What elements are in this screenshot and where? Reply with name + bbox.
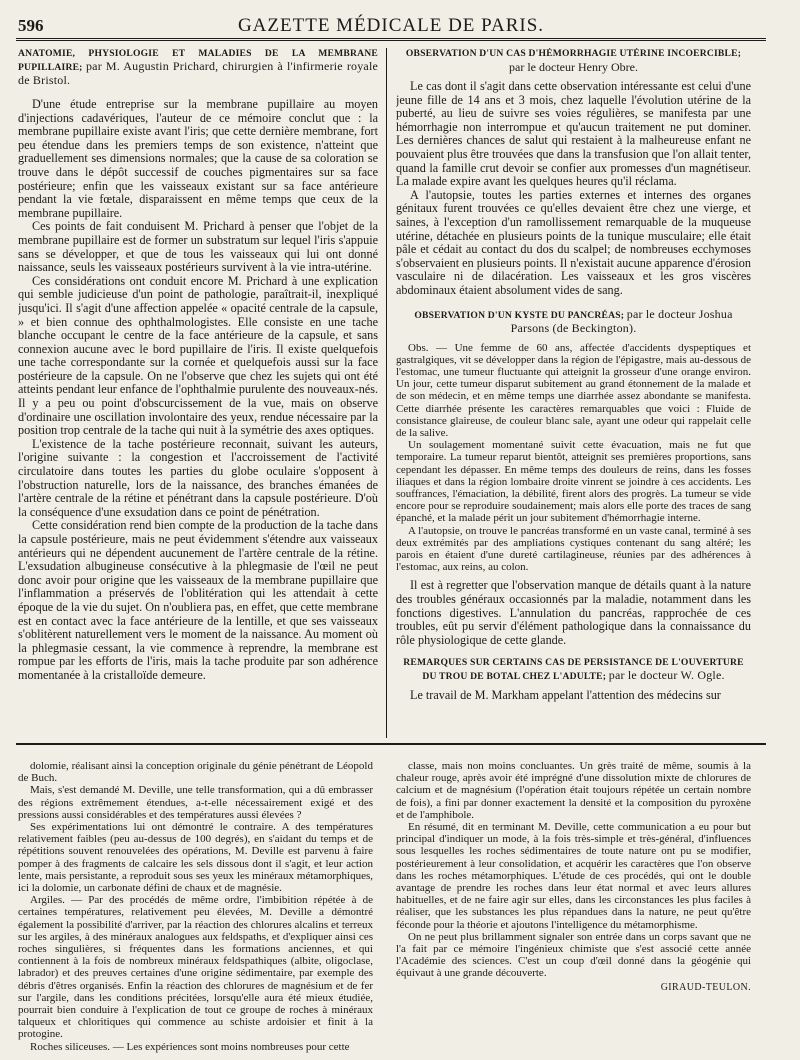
journal-title: GAZETTE MÉDICALE DE PARIS. bbox=[237, 15, 545, 36]
article-byline-obre: par le docteur Henry Obre. bbox=[509, 60, 638, 74]
article-heading-parsons-title: OBSERVATION D'UN KYSTE DU PANCRÉAS; bbox=[414, 309, 625, 321]
article-heading-author: par M. Augustin Prichard, chirurgien à l'infirmerie royale de Bristol. bbox=[18, 59, 378, 87]
article-heading-ogle-author: par le docteur W. Ogle. bbox=[608, 668, 725, 683]
article-pupillary-membrane bbox=[18, 48, 378, 738]
article-heading-ogle-title: REMARQUES SUR CERTAINS CAS DE PERSISTANCE DE L'OUVERTURE DU TROU DE BOTAL CHEZ L'ADULTE; bbox=[403, 657, 744, 683]
paragraph: En résumé, dit en terminant M. Deville, cette communication a eu pour but principal d'indiquer un mode, à la fois très-simple et très-général, d'influences sous lesquelles les roches sédimentaires de toute nature ont pu se modifier, postérieurement à leur consolidation, et acquérir les caractères que l'on observe dans les roches métamorphiques. L'étude de ces procédés, qui ont le double avantage de prendre les roches dans leur état normal et avec leurs allures habituelles, et de ne faire agir sur elles, dans les circonstances les plus faciles à réaliser, que les substances les plus répandues dans la nature, ne peut qu'être féconde pour la théorie et ajoutons l'intelligence du métamorphisme. bbox=[396, 821, 751, 931]
article-heading bbox=[18, 48, 378, 88]
masthead bbox=[16, 14, 766, 41]
paragraph: Ses expérimentations lui ont démontré le contraire. A des températures relativement faibles (peu au-dessus de 100 degrés), en s'aidant du temps et de répétitions souvent renouvelées des opérations, M. Deville est parvenu à faire pomper à des fragments de calcaire les sels dissous dont il s'agit, et leur action lente, mais persistante, a reproduit sous ses yeux les minéraux métamorphiques, ici la dolomie, un carbonate défini de chaux et de magnésie. bbox=[18, 821, 373, 895]
right-column bbox=[396, 48, 751, 738]
lower-right-column bbox=[396, 760, 751, 1056]
paragraph: A l'autopsie, on trouve le pancréas transformé en un vaste canal, terminé à ses deux extrémités par des ampliations cystiques contenant du sang altéré; les parois en étaient d'une dureté cartilagineuse, réunies par des adhérences à l'estomac, aux reins, au colon. bbox=[396, 524, 751, 574]
paragraph: Le cas dont il s'agit dans cette observation intéressante est celui d'une jeune fille de 14 ans et 3 mois, chez laquelle l'évolution utérine de la puberté, au lieu de suivre ses voies régulières, se manifesta par une hémorrhagie non interrompue et qu'aucun traitement ne put dominer. Les dernières chances de salut qui restaient à la malheureuse enfant ne pouvaient plus être trouvées que dans la transfusion que l'on allait tenter, quand la famille crut devoir se confier aux promesses d'un magnétiseur. La malade expire avant les quelques heures qu'il réclama. bbox=[396, 79, 751, 189]
article-heading-ogle bbox=[396, 657, 751, 683]
article-heading-obre: OBSERVATION D'UN CAS D'HÉMORRHAGIE UTÉRINE INCOERCIBLE; bbox=[405, 48, 742, 59]
paragraph: A l'autopsie, toutes les parties externes et internes des organes génitaux furent trouvées ce qu'elles devaient être chez une vierge, et saines, à l'exception d'un ramollissement remarquable de la muqueuse utérine, détachée en plusieurs points de la tunique musculaire; elle était pâle et cédait au contact du dos du scalpel; de nombreuses ecchymoses s'observaient en plusieurs points. Il n'existait aucune apparence d'érosion vasculaire ni de dilacération. Les vaisseaux et les gros viscères abdominaux étaient absolument vides de sang. bbox=[396, 187, 751, 297]
paragraph: Ces considérations ont conduit encore M. Prichard à une explication qui semble judicieuse d'un point de pathologie, paraîtrait-il, inexpliqué jusqu'ici. Il s'agit d'une affection appelée « opacité centrale de la capsule, » et bien connue des ophthalmologistes. Elle consiste en une tache blanche occupant le centre de la face antérieure de la capsule, et sans connexion aucune avec le bord pupillaire de l'iris. Il existe quelquefois une tache correspondante sur la cornée et quelquefois aussi sur la face postérieure de la capsule. On ne l'observe que chez les sujets qui ont été atteints pendant leur enfance de l'ophthalmie purulente des nouveaux-nés. Il y a peu ou point d'obscurcissement de la vue, mais on observe d'ordinaire une oscillation involontaire des yeux, rendue nécessaire par la position trop centrale de la tache qui nuit à la symétrie des axes optiques. bbox=[18, 273, 378, 438]
paragraph: On ne peut plus brillamment signaler son entrée dans un corps savant que ne l'a fait par ce mémoire l'ingénieux chimiste que s'est associé cette année l'Académie des sciences. C'est un coup d'œil donné dans la géogénie qui équivaut à une grande découverte. bbox=[396, 930, 751, 980]
signature: GIRAUD-TEULON. bbox=[660, 981, 751, 993]
paragraph: Un soulagement momentané suivit cette évacuation, mais ne fut que temporaire. La tumeur reparut bientôt, atteignit ses premières proportions, sans cependant les dépasser. En même temps des douleurs de reins, dans les fosses iliaques et dans la région lombaire droite vinrent se joindre à ces accidents. Les souffrances, l'émaciation, la débilité, firent alors des progrès. La tumeur se vide encore pour se reproduire soudainement; mais alors elle porte des traces de sang épanché, et la malade périt un jour subitement d'hémorrhagie interne. bbox=[396, 439, 751, 525]
paragraph: Roches siliceuses. — Les expériences sont moins nombreuses pour cette bbox=[30, 1040, 350, 1053]
paragraph: Argiles. — Par des procédés de même ordre, l'imbibition répétée à de certaines températures, relativement peu élevées, M. Deville a démontré également la possibilité d'arriver, par la réaction des chlorures alcalins et terreux sur les argiles, à des minéraux analogues aux feldspaths, et d'expliquer ainsi ces roches singulières, si fréquentes dans les formations anciennes, et qui contiennent à la fois de nombreux minéraux feldspathiques (albite, oligoclase, labrador) et des preuves certaines d'une origine sédimentaire, par exemple des débris d'êtres organisés. Enfin la réaction des chlorures de magnésium et de fer sur l'argile, dans les conditions précitées, lorsqu'elle aura été mieux étudiée, pourrait bien conduire à l'explication de tout ce groupe de roches à minéraux talqueux et chloritiques qui commence au schiste ardoisier et finit à la protogine. bbox=[18, 894, 373, 1041]
paragraph: D'une étude entreprise sur la membrane pupillaire au moyen d'injections cadavériques, l'auteur de ce mémoire conclut que : la membrane pupillaire existe avant l'iris; que cette dernière membrane, fort peu étendue dans les premiers temps de son existence, n'atteint que graduellement ses dimensions normales; que la cause de sa coloration se trouve dans le dépôt successif de couches pigmentaires sur sa face postérieure; enfin que les vaisseaux existant sur sa face antérieure pendant la vie fœtale, disparaissent en même temps que ceux de la membrane pupillaire. bbox=[18, 97, 378, 220]
section-divider bbox=[16, 743, 766, 745]
paragraph: classe, mais non moins concluantes. Un grès traité de même, soumis à la chaleur rouge, après avoir été imprégné d'une dissolution mixte de chlorures de calcium et de magnésium (l'opération était toujours répétée un certain nombre de fois), a fini par donner exactement la densité et la composition du pyroxène et de l'amphibole. bbox=[396, 760, 751, 821]
paragraph: Ces points de fait conduisent M. Prichard à penser que l'objet de la membrane pupillaire est de former un substratum sur lequel l'iris s'appuie sans se développer, et que de tous les vaisseaux qui lui ont donné naissance, seuls les vaisseaux postérieurs survivent à la vie intra-utérine. bbox=[18, 219, 378, 275]
paragraph: Mais, s'est demandé M. Deville, une telle transformation, qui a dû embrasser des régions extrêmement étendues, a-t-elle nécessairement exigé et des pressions aussi considérables et des températures aussi élevées ? bbox=[18, 784, 373, 821]
article-heading-parsons-author: par le docteur Joshua Parsons (de Beckington). bbox=[510, 306, 733, 335]
page-number: 596 bbox=[18, 16, 44, 35]
article-heading-title: ANATOMIE, PHYSIOLOGIE ET MALADIES DE LA MEMBRANE PUPILLAIRE; bbox=[18, 48, 378, 73]
paragraph: Obs. — Une femme de 60 ans, affectée d'accidents dyspeptiques et gastralgiques, vit se développer dans la région de l'épigastre, mais au-dessous de l'estomac, une tumeur fluctuante qui atteignit la grosseur d'une orange environ. Un jour, cette tumeur disparut subitement au grand étonnement de la malade et de son médecin, et en même temps une diarrhée assez abondante se manifesta. Cette diarrhée présente les caractères remarquables que voici : Fluide de consistance glaireuse, de couleur blanc sale, ayant une odeur qui rappelait celle de la salive. bbox=[396, 341, 751, 439]
paragraph: Cette considération rend bien compte de la production de la tache dans la capsule postérieure, mais ne peut évidemment s'étendre aux vaisseaux antérieurs qui ne dépendent aucunement de l'artère centrale de la rétine. L'exsudation albugineuse consécutive à la phlegmasie de l'œil ne peut donc avoir pour origine que les vaisseaux de la membrane pupillaire que l'inflammation a préservés de l'oblitération qui les attendait à cette époque de la vie du sujet. On n'oubliera pas, en effet, que cette membrane est en contact avec la face antérieure de la lentille, et que ses vaisseaux s'oblitèrent naturellement vers le moment de la naissance. Au moment où la phlegmasie cessant, la vie commence à reprendre, la membrane est rompue par les efforts de l'iris, mais la tache produite par son adhérence momentanée à la cristalloïde demeure. bbox=[18, 518, 378, 682]
paragraph: Il est à regretter que l'observation manque de détails quant à la nature des troubles généraux occasionnés par la maladie, notamment dans les fonctions digestives. L'annulation du pancréas, rapprochée de ces troubles, eût pu servir d'élément pathologique dans la connaissance du rôle physiologique de cette glande. bbox=[396, 578, 751, 647]
paragraph: Le travail de M. Markham appelant l'attention des médecins sur bbox=[410, 688, 721, 703]
lower-left-column bbox=[18, 760, 373, 1056]
column-divider bbox=[386, 48, 387, 738]
paragraph: dolomie, réalisant ainsi la conception originale du génie pénétrant de Léopold de Buch. bbox=[18, 760, 373, 785]
article-heading-parsons bbox=[396, 308, 751, 336]
paragraph: L'existence de la tache postérieure reconnait, suivant les auteurs, l'origine suivante : la congestion et l'accroissement de l'activité circulatoire dans toutes les parties du globe oculaire s'opposent à l'obstruction naturelle, lors de la naissance, des branches émanées de l'artère centrale de la rétine et pénétrant dans la capsule postérieure. D'où la conséquence d'une exsudation dans ce point de pénétration. bbox=[18, 436, 378, 519]
